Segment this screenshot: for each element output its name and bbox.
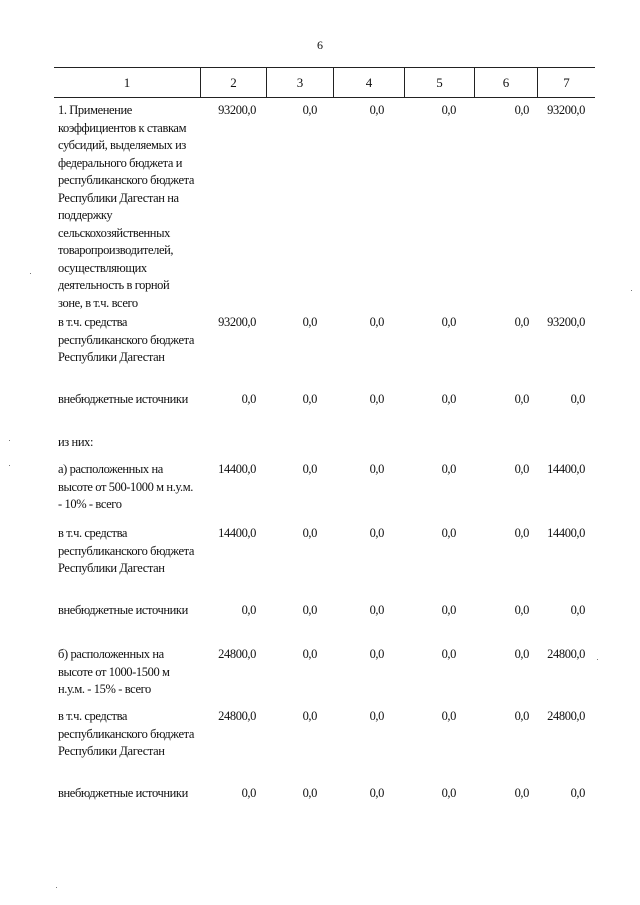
table-cell: 0,0 xyxy=(441,709,456,723)
column-header: 7 xyxy=(537,68,595,97)
table-cell: 93200,0 xyxy=(547,315,585,329)
column-header: 6 xyxy=(474,68,537,97)
table-cell: 93200,0 xyxy=(218,315,256,329)
table-row xyxy=(54,708,595,761)
table-cell: 0,0 xyxy=(302,103,317,117)
scan-speck xyxy=(9,465,10,466)
table-cell: 0,0 xyxy=(369,392,384,406)
table-cell: 0,0 xyxy=(514,786,529,800)
scan-speck xyxy=(597,659,598,660)
table-cell: 0,0 xyxy=(514,709,529,723)
row-label: внебюджетные источники xyxy=(58,603,188,617)
table-cell: 0,0 xyxy=(302,526,317,540)
row-label: в т.ч. средства республиканского бюджета Республики Дагестан xyxy=(58,526,194,575)
table-cell: 93200,0 xyxy=(547,103,585,117)
budget-table xyxy=(54,67,595,800)
table-cell: 0,0 xyxy=(570,603,585,617)
table-cell: 0,0 xyxy=(369,462,384,476)
table-cell: 0,0 xyxy=(241,392,256,406)
table-cell: 0,0 xyxy=(514,462,529,476)
scan-speck xyxy=(9,440,10,441)
table-cell: 24800,0 xyxy=(218,647,256,661)
table-cell: 0,0 xyxy=(369,786,384,800)
table-cell xyxy=(333,434,404,452)
table-cell: 0,0 xyxy=(441,392,456,406)
table-cell: 0,0 xyxy=(302,315,317,329)
table-cell: 0,0 xyxy=(514,315,529,329)
table-cell: 24800,0 xyxy=(218,709,256,723)
table-cell: 14400,0 xyxy=(218,462,256,476)
table-cell: 24800,0 xyxy=(547,709,585,723)
table-row xyxy=(54,391,595,409)
table-row xyxy=(54,434,595,452)
table-row xyxy=(54,646,595,699)
scan-speck xyxy=(30,273,31,274)
table-cell: 0,0 xyxy=(441,786,456,800)
table-cell: 0,0 xyxy=(441,315,456,329)
table-cell: 0,0 xyxy=(369,603,384,617)
table-cell: 0,0 xyxy=(441,603,456,617)
table-cell: 93200,0 xyxy=(218,103,256,117)
row-label: в т.ч. средства республиканского бюджета Республики Дагестан xyxy=(58,315,194,364)
table-cell: 0,0 xyxy=(514,103,529,117)
table-cell: 0,0 xyxy=(441,526,456,540)
table-row xyxy=(54,461,595,514)
row-label: 1. Применение коэффициентов к ставкам субсидий, выделяемых из федерального бюджета и республиканского бюджета Республики Дагестан на поддержку сельскохозяйственных товаропроизводителей, осуществляющих деятельность в горной зоне, в т.ч. всего xyxy=(58,103,194,310)
table-row xyxy=(54,102,595,312)
table-cell: 0,0 xyxy=(241,603,256,617)
table-cell xyxy=(404,434,474,452)
table-cell: 0,0 xyxy=(369,526,384,540)
column-header: 3 xyxy=(266,68,333,97)
table-cell: 0,0 xyxy=(570,392,585,406)
table-cell: 0,0 xyxy=(302,392,317,406)
scan-speck xyxy=(56,887,57,888)
row-label: внебюджетные источники xyxy=(58,392,188,406)
table-cell: 0,0 xyxy=(570,786,585,800)
table-cell: 0,0 xyxy=(514,647,529,661)
table-cell: 14400,0 xyxy=(218,526,256,540)
table-header-row xyxy=(54,67,595,98)
table-cell: 0,0 xyxy=(241,786,256,800)
table-cell: 24800,0 xyxy=(547,647,585,661)
table-cell: 0,0 xyxy=(369,103,384,117)
table-cell: 0,0 xyxy=(369,315,384,329)
row-label: а) расположенных на высоте от 500-1000 м н.у.м. - 10% - всего xyxy=(58,462,193,511)
table-cell: 0,0 xyxy=(302,709,317,723)
table-cell: 0,0 xyxy=(514,603,529,617)
table-row xyxy=(54,525,595,578)
table-cell: 0,0 xyxy=(302,647,317,661)
column-header: 5 xyxy=(404,68,474,97)
table-cell xyxy=(266,434,333,452)
table-row xyxy=(54,314,595,367)
row-label: из них: xyxy=(58,435,94,449)
table-cell: 0,0 xyxy=(441,647,456,661)
table-cell: 14400,0 xyxy=(547,526,585,540)
table-cell: 0,0 xyxy=(369,647,384,661)
table-cell: 14400,0 xyxy=(547,462,585,476)
table-row xyxy=(54,785,595,803)
column-header: 1 xyxy=(123,74,131,90)
row-label: в т.ч. средства республиканского бюджета Республики Дагестан xyxy=(58,709,194,758)
table-cell: 0,0 xyxy=(302,462,317,476)
row-label: внебюджетные источники xyxy=(58,786,188,800)
table-cell xyxy=(200,434,266,452)
table-row xyxy=(54,602,595,620)
table-cell xyxy=(537,434,595,452)
table-cell: 0,0 xyxy=(302,603,317,617)
column-header: 4 xyxy=(333,68,404,97)
column-header: 2 xyxy=(200,68,266,97)
row-label: б) расположенных на высоте от 1000-1500 м н.у.м. - 15% - всего xyxy=(58,647,170,696)
scan-speck xyxy=(631,290,632,291)
table-cell: 0,0 xyxy=(514,392,529,406)
table-cell: 0,0 xyxy=(369,709,384,723)
table-cell: 0,0 xyxy=(514,526,529,540)
table-cell xyxy=(474,434,537,452)
table-cell: 0,0 xyxy=(441,103,456,117)
table-cell: 0,0 xyxy=(441,462,456,476)
table-cell: 0,0 xyxy=(302,786,317,800)
page-number: 6 xyxy=(317,38,323,52)
